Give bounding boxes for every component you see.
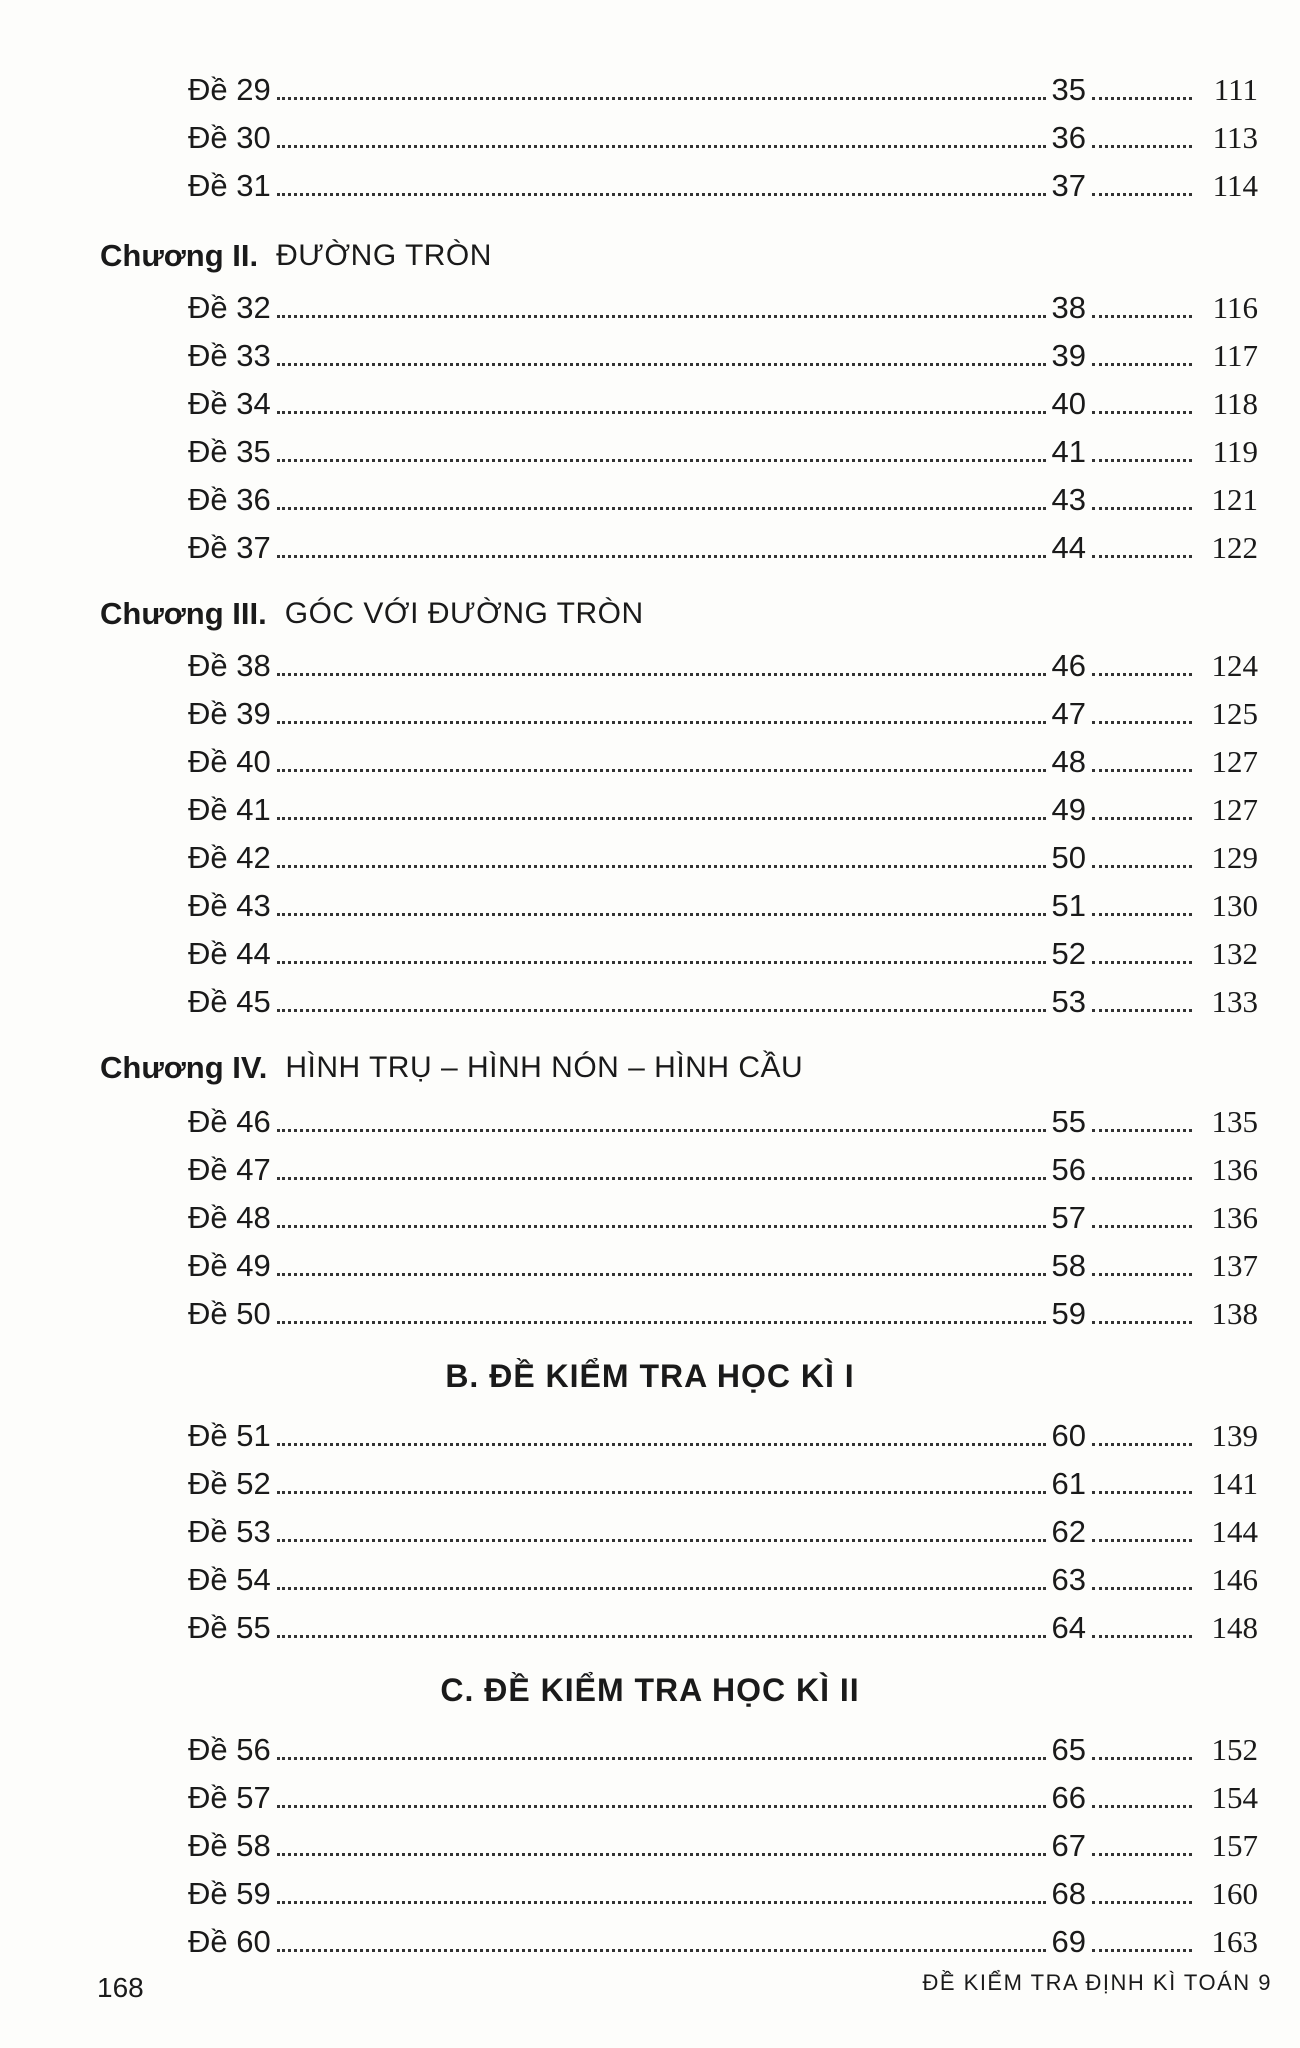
- dot-leader: [1092, 1273, 1192, 1276]
- problem-page: 35: [1051, 72, 1086, 107]
- answer-page: 111: [1213, 72, 1258, 107]
- chapter-label: Chương II.: [100, 238, 259, 273]
- toc-entry: [188, 884, 1258, 924]
- answer-page: 113: [1212, 120, 1258, 155]
- problem-page: 39: [1051, 338, 1086, 373]
- dot-leader: [277, 459, 1046, 462]
- problem-page: 47: [1051, 696, 1086, 731]
- toc-entry: [188, 116, 1258, 156]
- dot-leader: [1092, 193, 1192, 196]
- entry-label: Đề 33: [188, 338, 271, 373]
- problem-page: 67: [1051, 1828, 1086, 1863]
- entry-label: Đề 51: [188, 1418, 271, 1453]
- dot-leader: [277, 865, 1046, 868]
- dot-leader: [277, 193, 1046, 196]
- problem-page: 50: [1051, 840, 1086, 875]
- toc-entry: [188, 1510, 1258, 1550]
- problem-page: 69: [1051, 1924, 1086, 1959]
- dot-leader: [277, 315, 1046, 318]
- answer-page: 118: [1212, 386, 1258, 421]
- chapter-title: HÌNH TRỤ – HÌNH NÓN – HÌNH CẦU: [285, 1051, 804, 1084]
- answer-page: 117: [1212, 338, 1258, 373]
- answer-page: 129: [1211, 840, 1258, 875]
- dot-leader: [1092, 1129, 1192, 1132]
- answer-page: 136: [1211, 1200, 1258, 1235]
- answer-page: 160: [1211, 1876, 1258, 1911]
- dot-leader: [277, 1273, 1046, 1276]
- dot-leader: [277, 721, 1046, 724]
- answer-page: 133: [1211, 984, 1258, 1019]
- toc-entry: [188, 1920, 1258, 1960]
- toc-entry: [188, 740, 1258, 780]
- dot-leader: [277, 913, 1046, 916]
- dot-leader: [1092, 1635, 1192, 1638]
- problem-page: 44: [1051, 530, 1086, 565]
- dot-leader: [1092, 363, 1192, 366]
- dot-leader: [277, 97, 1046, 100]
- toc-entry: [188, 1462, 1258, 1502]
- dot-leader: [277, 1587, 1046, 1590]
- toc-entry: [188, 1824, 1258, 1864]
- entry-label: Đề 30: [188, 120, 271, 155]
- toc-entry: [188, 1196, 1258, 1236]
- problem-page: 51: [1051, 888, 1086, 923]
- dot-leader: [277, 1635, 1046, 1638]
- dot-leader: [1092, 97, 1192, 100]
- problem-page: 36: [1051, 120, 1086, 155]
- dot-leader: [1092, 913, 1192, 916]
- toc-entry: [188, 1558, 1258, 1598]
- answer-page: 139: [1211, 1418, 1258, 1453]
- dot-leader: [1092, 1805, 1192, 1808]
- entry-label: Đề 49: [188, 1248, 271, 1283]
- dot-leader: [1092, 673, 1192, 676]
- answer-page: 121: [1211, 482, 1258, 517]
- answer-page: 135: [1211, 1104, 1258, 1139]
- entry-label: Đề 32: [188, 290, 271, 325]
- dot-leader: [277, 1805, 1046, 1808]
- problem-page: 56: [1051, 1152, 1086, 1187]
- problem-page: 55: [1051, 1104, 1086, 1139]
- answer-page: 137: [1211, 1248, 1258, 1283]
- dot-leader: [277, 1177, 1046, 1180]
- problem-page: 61: [1051, 1466, 1086, 1501]
- dot-leader: [1092, 315, 1192, 318]
- answer-page: 154: [1211, 1780, 1258, 1815]
- problem-page: 63: [1051, 1562, 1086, 1597]
- entry-label: Đề 34: [188, 386, 271, 421]
- entry-label: Đề 46: [188, 1104, 271, 1139]
- toc-entry: [188, 1244, 1258, 1284]
- toc-entry: [188, 1148, 1258, 1188]
- toc-entry: [188, 68, 1258, 108]
- answer-page: 144: [1211, 1514, 1258, 1549]
- dot-leader: [1092, 769, 1192, 772]
- toc-entry: [188, 164, 1258, 204]
- toc-entry: [188, 980, 1258, 1020]
- answer-page: 124: [1211, 648, 1258, 683]
- toc-entry: [188, 1728, 1258, 1768]
- chapter-label: Chương III.: [100, 596, 267, 631]
- toc-entry: [188, 788, 1258, 828]
- entry-label: Đề 50: [188, 1296, 271, 1331]
- dot-leader: [1092, 145, 1192, 148]
- dot-leader: [277, 411, 1046, 414]
- section-heading: C. ĐỀ KIỂM TRA HỌC KÌ II: [440, 1672, 860, 1708]
- dot-leader: [1092, 1321, 1192, 1324]
- problem-page: 53: [1051, 984, 1086, 1019]
- dot-leader: [277, 1757, 1046, 1760]
- answer-page: 114: [1212, 168, 1258, 203]
- chapter-heading: [100, 1044, 803, 1088]
- dot-leader: [1092, 1225, 1192, 1228]
- toc-entry: [188, 644, 1258, 684]
- problem-page: 60: [1051, 1418, 1086, 1453]
- dot-leader: [1092, 1757, 1192, 1760]
- entry-label: Đề 58: [188, 1828, 271, 1863]
- answer-page: 152: [1211, 1732, 1258, 1767]
- toc-entry: [188, 526, 1258, 566]
- dot-leader: [1092, 1491, 1192, 1494]
- dot-leader: [1092, 865, 1192, 868]
- entry-label: Đề 47: [188, 1152, 271, 1187]
- dot-leader: [277, 507, 1046, 510]
- problem-page: 40: [1051, 386, 1086, 421]
- entry-label: Đề 29: [188, 72, 271, 107]
- dot-leader: [277, 555, 1046, 558]
- entry-label: Đề 44: [188, 936, 271, 971]
- entry-label: Đề 42: [188, 840, 271, 875]
- dot-leader: [1092, 1009, 1192, 1012]
- dot-leader: [1092, 1901, 1192, 1904]
- dot-leader: [1092, 817, 1192, 820]
- problem-page: 62: [1051, 1514, 1086, 1549]
- entry-label: Đề 31: [188, 168, 271, 203]
- dot-leader: [1092, 459, 1192, 462]
- answer-page: 138: [1211, 1296, 1258, 1331]
- answer-page: 146: [1211, 1562, 1258, 1597]
- chapter-title: ĐƯỜNG TRÒN: [276, 239, 492, 272]
- dot-leader: [1092, 961, 1192, 964]
- dot-leader: [277, 1901, 1046, 1904]
- entry-label: Đề 41: [188, 792, 271, 827]
- page-number: 168: [97, 1972, 144, 2003]
- dot-leader: [277, 817, 1046, 820]
- toc-entry: [188, 430, 1258, 470]
- dot-leader: [277, 363, 1046, 366]
- toc-entry: [188, 836, 1258, 876]
- answer-page: 148: [1211, 1610, 1258, 1645]
- problem-page: 52: [1051, 936, 1086, 971]
- answer-page: 127: [1211, 792, 1258, 827]
- problem-page: 37: [1051, 168, 1086, 203]
- toc-entry: [188, 1292, 1258, 1332]
- toc-entry: [188, 1100, 1258, 1140]
- entry-label: Đề 55: [188, 1610, 271, 1645]
- answer-page: 116: [1212, 290, 1258, 325]
- toc-entry: [188, 286, 1258, 326]
- toc-entry: [188, 478, 1258, 518]
- problem-page: 68: [1051, 1876, 1086, 1911]
- dot-leader: [1092, 1443, 1192, 1446]
- chapter-heading: [100, 232, 492, 276]
- problem-page: 49: [1051, 792, 1086, 827]
- problem-page: 46: [1051, 648, 1086, 683]
- dot-leader: [1092, 411, 1192, 414]
- entry-label: Đề 57: [188, 1780, 271, 1815]
- entry-label: Đề 45: [188, 984, 271, 1019]
- dot-leader: [277, 1443, 1046, 1446]
- section-heading: B. ĐỀ KIỂM TRA HỌC KÌ I: [445, 1358, 855, 1394]
- dot-leader: [1092, 721, 1192, 724]
- dot-leader: [1092, 1949, 1192, 1952]
- answer-page: 130: [1211, 888, 1258, 923]
- toc-entry: [188, 1414, 1258, 1454]
- entry-label: Đề 56: [188, 1732, 271, 1767]
- entry-label: Đề 37: [188, 530, 271, 565]
- entry-label: Đề 35: [188, 434, 271, 469]
- answer-page: 136: [1211, 1152, 1258, 1187]
- dot-leader: [277, 961, 1046, 964]
- entry-label: Đề 59: [188, 1876, 271, 1911]
- problem-page: 64: [1051, 1610, 1086, 1645]
- toc-entry: [188, 1872, 1258, 1912]
- answer-page: 157: [1211, 1828, 1258, 1863]
- toc-entry: [188, 1606, 1258, 1646]
- answer-page: 119: [1212, 434, 1258, 469]
- toc-entry: [188, 382, 1258, 422]
- problem-page: 59: [1051, 1296, 1086, 1331]
- problem-page: 66: [1051, 1780, 1086, 1815]
- answer-page: 127: [1211, 744, 1258, 779]
- entry-label: Đề 40: [188, 744, 271, 779]
- entry-label: Đề 52: [188, 1466, 271, 1501]
- entry-label: Đề 54: [188, 1562, 271, 1597]
- answer-page: 141: [1211, 1466, 1258, 1501]
- dot-leader: [277, 1491, 1046, 1494]
- chapter-title: GÓC VỚI ĐƯỜNG TRÒN: [284, 597, 644, 630]
- entry-label: Đề 39: [188, 696, 271, 731]
- toc-entry: [188, 334, 1258, 374]
- toc-entry: [188, 692, 1258, 732]
- dot-leader: [277, 145, 1046, 148]
- dot-leader: [277, 1009, 1046, 1012]
- dot-leader: [1092, 1539, 1192, 1542]
- entry-label: Đề 36: [188, 482, 271, 517]
- problem-page: 57: [1051, 1200, 1086, 1235]
- dot-leader: [1092, 1177, 1192, 1180]
- chapter-heading: [100, 590, 644, 634]
- toc-entry: [188, 1776, 1258, 1816]
- dot-leader: [277, 1129, 1046, 1132]
- dot-leader: [277, 1321, 1046, 1324]
- book-title: ĐỀ KIỂM TRA ĐỊNH KÌ TOÁN 9: [922, 1970, 1272, 1995]
- entry-label: Đề 48: [188, 1200, 271, 1235]
- dot-leader: [1092, 507, 1192, 510]
- dot-leader: [277, 769, 1046, 772]
- chapter-label: Chương IV.: [100, 1050, 268, 1085]
- dot-leader: [1092, 1587, 1192, 1590]
- problem-page: 65: [1051, 1732, 1086, 1767]
- dot-leader: [277, 673, 1046, 676]
- dot-leader: [277, 1853, 1046, 1856]
- problem-page: 41: [1051, 434, 1086, 469]
- toc-entry: [188, 932, 1258, 972]
- answer-page: 125: [1211, 696, 1258, 731]
- dot-leader: [277, 1949, 1046, 1952]
- problem-page: 48: [1051, 744, 1086, 779]
- answer-page: 132: [1211, 936, 1258, 971]
- entry-label: Đề 53: [188, 1514, 271, 1549]
- dot-leader: [277, 1225, 1046, 1228]
- entry-label: Đề 60: [188, 1924, 271, 1959]
- problem-page: 38: [1051, 290, 1086, 325]
- answer-page: 163: [1211, 1924, 1258, 1959]
- problem-page: 43: [1051, 482, 1086, 517]
- dot-leader: [1092, 555, 1192, 558]
- entry-label: Đề 38: [188, 648, 271, 683]
- dot-leader: [277, 1539, 1046, 1542]
- dot-leader: [1092, 1853, 1192, 1856]
- problem-page: 58: [1051, 1248, 1086, 1283]
- answer-page: 122: [1211, 530, 1258, 565]
- entry-label: Đề 43: [188, 888, 271, 923]
